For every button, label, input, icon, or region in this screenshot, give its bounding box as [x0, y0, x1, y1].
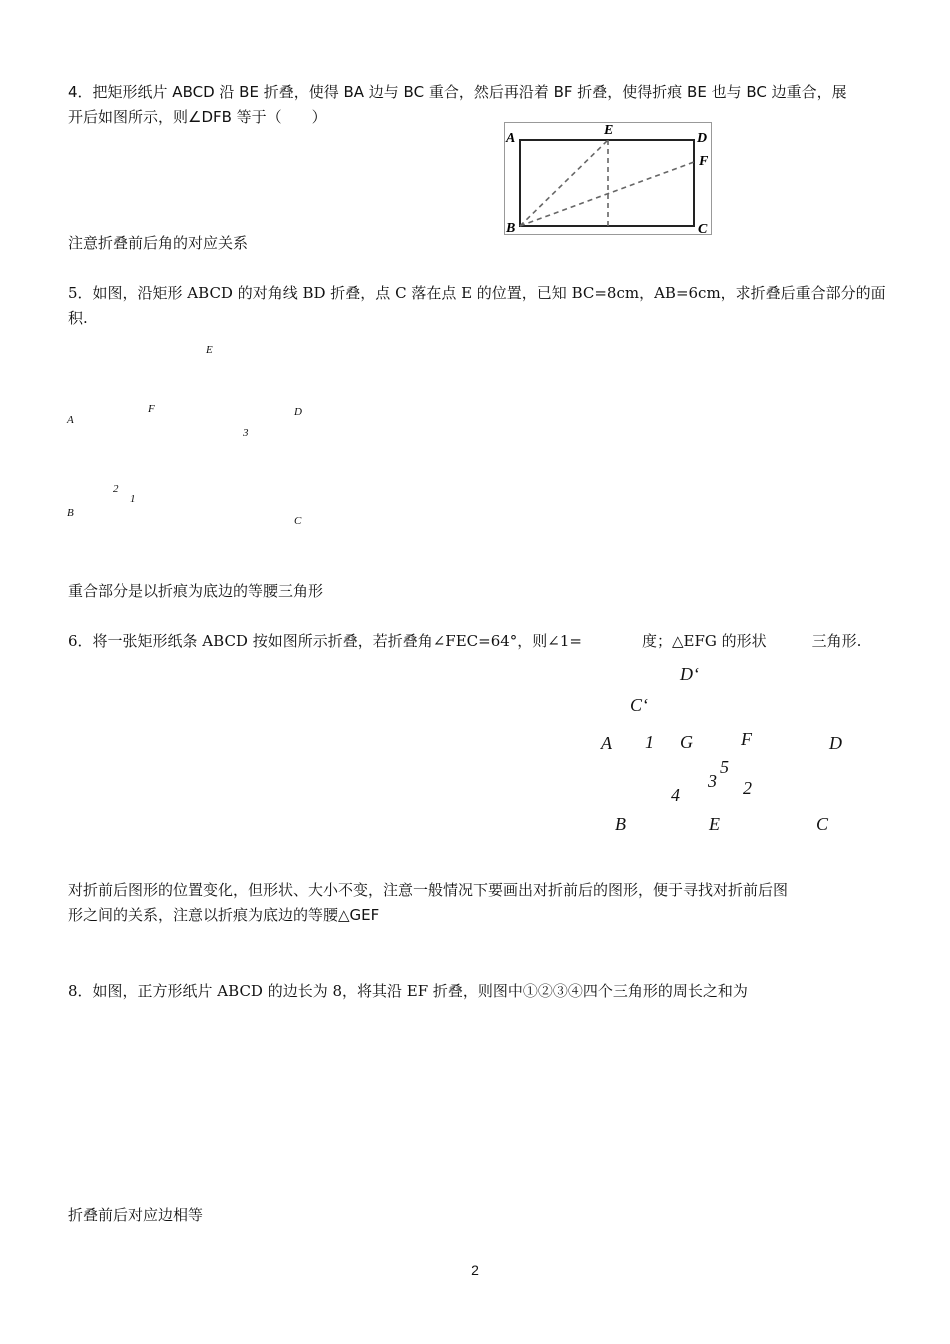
q6-label-b: B	[615, 814, 626, 834]
q4-label-f: F	[699, 154, 709, 169]
q6-label-2: 2	[743, 778, 752, 798]
q6-label-a: A	[601, 733, 612, 753]
q4-fold-bf	[520, 162, 694, 226]
q5-label-b: B	[67, 507, 74, 519]
q8-note: 折叠前后对应边相等	[68, 1206, 204, 1224]
q6-label-3: 3	[708, 771, 717, 791]
q5-label-2: 2	[113, 483, 119, 495]
q4-label-d: D	[697, 131, 708, 146]
page-number: 2	[471, 1262, 479, 1278]
q5-label-d: D	[294, 406, 302, 418]
q5-label-c: C	[294, 515, 302, 527]
q5-text-line2: 积.	[68, 309, 88, 327]
q4-note: 注意折叠前后角的对应关系	[68, 234, 249, 252]
q5-label-e: E	[206, 344, 213, 356]
q5-label-f: F	[148, 403, 155, 415]
q6-label-4: 4	[671, 785, 680, 805]
q5-label-a: A	[67, 414, 74, 426]
q6-label-d-prime: D‘	[680, 664, 699, 684]
q6-text-line1: 6．将一张矩形纸条 ABCD 按如图所示折叠，若折叠角∠FEC=64°，则∠1= 度；△EFG 的形状 三角形.	[68, 632, 862, 650]
q4-figure	[504, 122, 716, 236]
q4-label-e: E	[604, 123, 614, 138]
q4-fold-be	[520, 140, 608, 226]
q6-label-c: C	[816, 814, 829, 834]
q5-note: 重合部分是以折痕为底边的等腰三角形	[68, 582, 324, 600]
q6-label-d: D	[829, 733, 842, 753]
q5-text-line1: 5．如图，沿矩形 ABCD 的对角线 BD 折叠，点 C 落在点 E 的位置，已知 BC=8cm，AB=6cm，求折叠后重合部分的面	[68, 284, 886, 302]
q4-rectangle	[520, 140, 694, 226]
q6-label-e: E	[709, 814, 720, 834]
q6-note-line2: 形之间的关系，注意以折痕为底边的等腰△GEF	[68, 906, 380, 924]
q4-text-line1: 4．把矩形纸片 ABCD 沿 BE 折叠，使得 BA 边与 BC 重合，然后再沿着 BF 折叠，使得折痕 BE 也与 BC 边重合，展	[68, 83, 847, 101]
q5-label-1: 1	[130, 493, 136, 505]
q6-label-5: 5	[720, 757, 729, 777]
q4-text-line2: 开后如图所示，则∠DFB 等于（ ）	[68, 108, 327, 126]
q6-label-f: F	[741, 729, 752, 749]
q5-label-3: 3	[243, 427, 249, 439]
q8-text-line1: 8．如图，正方形纸片 ABCD 的边长为 8，将其沿 EF 折叠，则图中①②③④四个三角形的周长之和为	[68, 982, 748, 1000]
q6-label-1: 1	[645, 732, 654, 752]
q6-note-line1: 对折前后图形的位置变化，但形状、大小不变，注意一般情况下要画出对折前后的图形，便于寻找对折前后图	[68, 881, 789, 899]
q4-label-a: A	[506, 131, 516, 146]
q6-label-c-prime: C‘	[630, 695, 648, 715]
q6-label-g: G	[680, 732, 693, 752]
q4-label-b: B	[506, 221, 516, 236]
q4-label-c: C	[698, 222, 708, 236]
